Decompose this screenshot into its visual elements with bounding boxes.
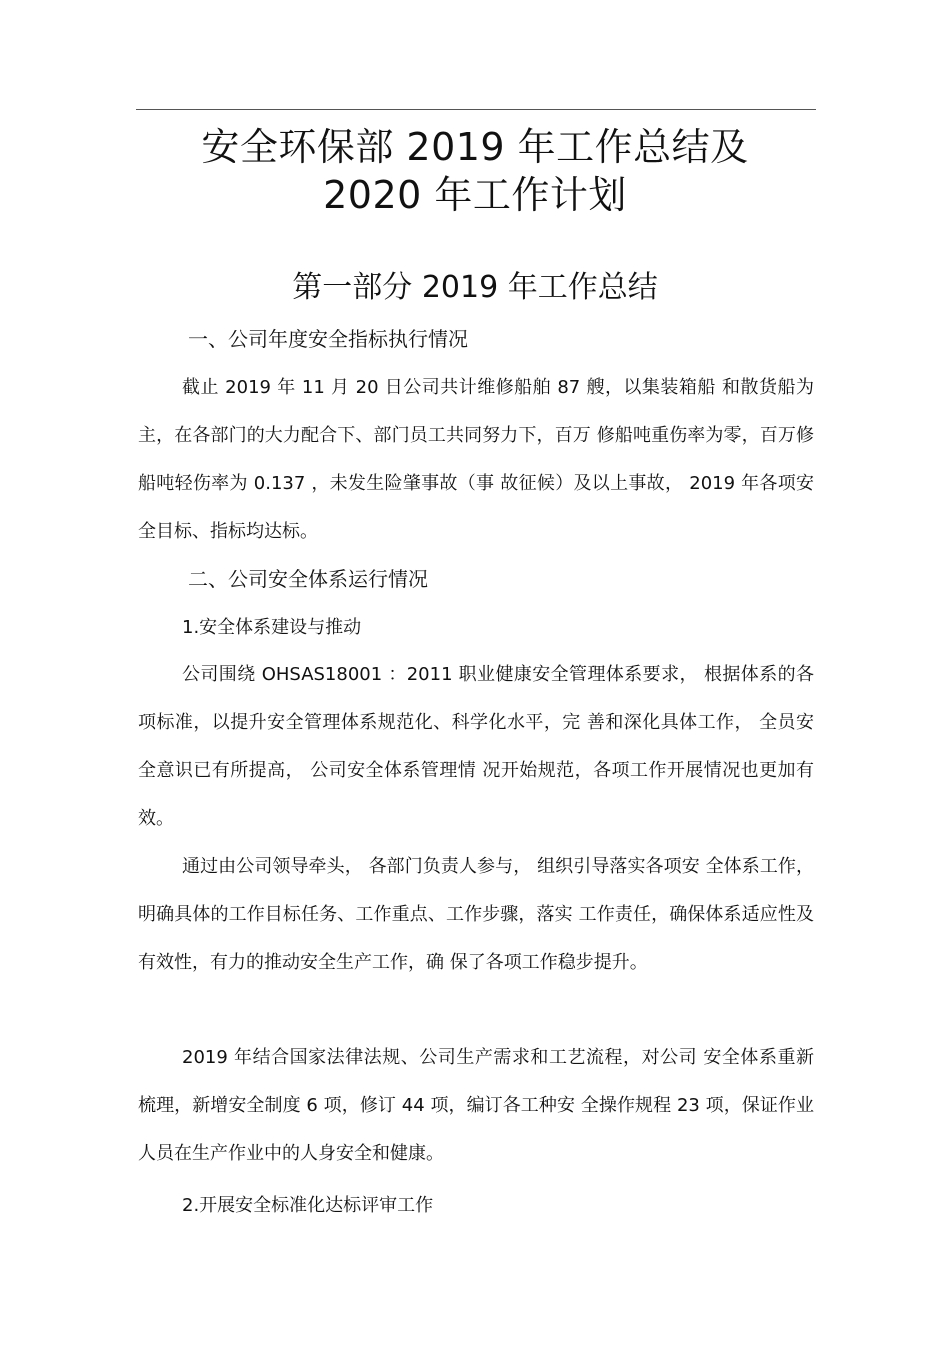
section-2-heading: 二、公司安全体系运行情况 [188, 567, 428, 591]
subsection-1-heading: 1.安全体系建设与推动 [182, 617, 362, 638]
header-rule [136, 109, 816, 110]
paragraph-text: 2019 年结合国家法律法规、公司生产需求和工艺流程，对公司 安全体系重新梳理，新增安全制度 6 项，修订 44 项，编订各工种安 全操作规程 23 项，保证作业人员在生产作业中的人身安全和健康。 [138, 1047, 814, 1164]
paragraph-text: 通过由公司领导牵头， 各部门负责人参与， 组织引导落实各项安 全体系工作，明确具体的工作目标任务、工作重点、工作步骤，落实 工作责任，确保体系适应性及有效性，有力的推动安全生产工作，确 保了各项工作稳步提升。 [138, 856, 814, 973]
section-1-paragraph [138, 364, 814, 556]
paragraph-text: 截止 2019 年 11 月 20 日公司共计维修船舶 87 艘，以集装箱船 和散货船为主，在各部门的大力配合下、部门员工共同努力下，百万 修船吨重伤率为零，百万修船吨轻伤率为 0.137 ，未发生险肇事故（事 故征候）及以上事故， 2019 年各项安全目标、指标均达标。 [138, 377, 814, 542]
part-one-heading: 第一部分 2019 年工作总结 [292, 270, 658, 305]
paragraph-text: 公司围绕 OHSAS18001 ：2011 职业健康安全管理体系要求， 根据体系的各项标准，以提升安全管理体系规范化、科学化水平，完 善和深化具体工作， 全员安全意识已有所提高， 公司安全体系管理情 况开始规范，各项工作开展情况也更加有效。 [138, 664, 814, 829]
section-1-heading: 一、公司年度安全指标执行情况 [188, 327, 468, 351]
section-2-paragraph-1 [138, 651, 814, 843]
document-title-line-1: 安全环保部 2019 年工作总结及 [201, 125, 749, 169]
section-2-paragraph-3 [138, 1034, 814, 1178]
document-title-line-2: 2020 年工作计划 [323, 173, 627, 217]
section-2-paragraph-2 [138, 843, 814, 987]
subsection-2-heading: 2.开展安全标准化达标评审工作 [182, 1195, 434, 1216]
